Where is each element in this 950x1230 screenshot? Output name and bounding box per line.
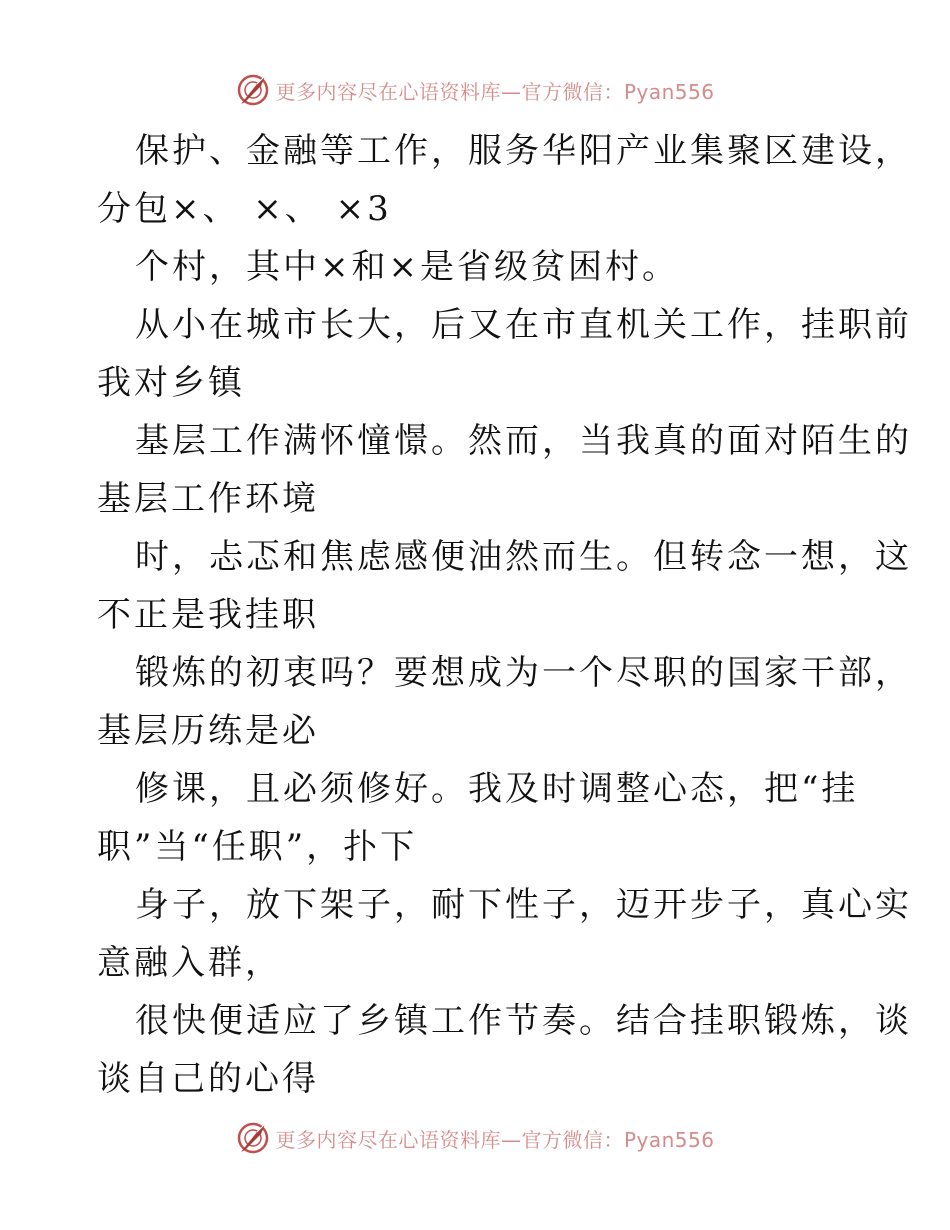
document-body <box>97 122 912 1108</box>
text-line: 基层工作满怀憧憬。然而，当我真的面对陌生的 <box>135 421 912 461</box>
text-line: 时，忐忑和焦虑感便油然而生。但转念一想，这 <box>135 537 912 577</box>
text-line: 锻炼的初衷吗？要想成为一个尽职的国家干部， <box>135 653 912 693</box>
text-line: 从小在城市长大，后又在市直机关工作，挂职前 <box>135 305 912 345</box>
quill-pen-logo-icon <box>235 1120 271 1156</box>
header-watermark <box>0 70 950 110</box>
text-line: 分包×、 ×、 ×3 <box>97 189 392 229</box>
text-line: 不正是我挂职 <box>97 595 319 635</box>
text-line: 基层历练是必 <box>97 711 319 751</box>
text-line: 身子，放下架子，耐下性子，迈开步子，真心实 <box>135 885 912 925</box>
footer-watermark <box>0 1118 950 1158</box>
text-line: 修课，且必须修好。我及时调整心态，把“挂 <box>135 769 859 809</box>
watermark-text: 更多内容尽在心语资料库—官方微信：Pyan556 <box>275 79 715 104</box>
text-line: 很快便适应了乡镇工作节奏。结合挂职锻炼，谈 <box>135 1001 912 1041</box>
quill-pen-logo-icon <box>235 72 271 108</box>
text-line: 意融入群， <box>97 943 282 983</box>
text-line: 职”当“任职”，扑下 <box>97 827 418 867</box>
watermark-text: 更多内容尽在心语资料库—官方微信：Pyan556 <box>275 1127 715 1152</box>
text-line: 基层工作环境 <box>97 479 319 519</box>
text-line: 谈自己的心得 <box>97 1059 319 1099</box>
text-line: 保护、金融等工作，服务华阳产业集聚区建设， <box>135 131 912 171</box>
text-line: 我对乡镇 <box>97 363 245 403</box>
text-line: 个村，其中×和×是省级贫困村。 <box>135 247 679 287</box>
